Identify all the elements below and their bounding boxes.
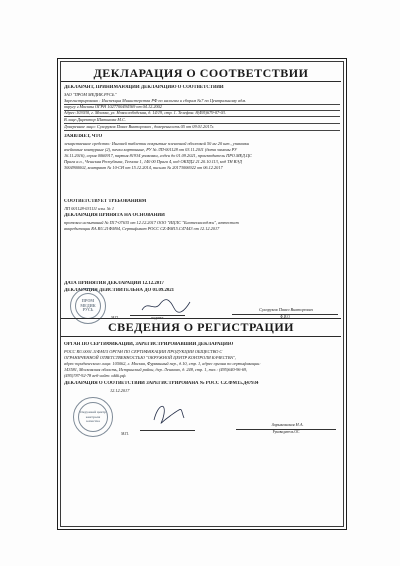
org-line: ОГРАНИЧЕННОЙ ОТВЕТСТВЕННОСТЬЮ "ОКРУЖНОЙ ЦЕНТР КОНТРОЛЯ КАЧЕСТВА", (64, 355, 236, 360)
registered-line: ДЕКЛАРАЦИЯ О СООТВЕТСТВИИ ЗАРЕГИСТРИРОВАНА № РОСС CZ.ФМ15.Д47934 (64, 381, 259, 386)
valid-until: ДЕКЛАРАЦИЯ ДЕЙСТВИТЕЛЬНА ДО 01.09.2021 (64, 288, 175, 293)
registered-date: 12.12.2017 (110, 388, 130, 393)
org-line: 143581, Московская область, Истринский район, дер. Лешково, д. 248, стр. 1, тел.: (495)640-96-69, (64, 367, 248, 372)
org-heading: ОРГАН ПО СЕРТИФИКАЦИИ, ЗАРЕГИСТРИРОВАВШИЙ ДЕКЛАРАЦИЮ (64, 342, 234, 347)
registrar-signature (148, 400, 188, 428)
claims-line: Прага а.о., Чешская Республика, Телчска 1, 140 00 Прага 4, код ОКПД2 21.20.10.113, код ТН ВЭД (64, 159, 242, 164)
declaration-title: ДЕКЛАРАЦИЯ О СООТВЕТСТВИИ (93, 66, 309, 80)
address-line: Адрес:103030, г. Москва, ул. Новослободская, д. 14/19, стр. 1. Телефон: 8(495)679-07-03. (64, 110, 340, 117)
signature-caption: подпись (151, 316, 164, 320)
basis-line: протокол испытаний № П17-07635 от 12.12.2017 ООО "ИЦЛС "Биотехнолоджи", аттестат (64, 220, 239, 225)
declarant-name: ЗАО "ПРОМ МЕДИК.РУСЬ" (64, 92, 117, 97)
basis-heading: ДЕКЛАРАЦИЯ ПРИНЯТА НА ОСНОВАНИИ (64, 213, 165, 218)
certification-stamp (73, 397, 113, 437)
org-line: РОСС RU.0001.11ФМ15 ОРГАН ПО СЕРТИФИКАЦИИ ПРОДУКЦИИ ОБЩЕСТВО С (64, 349, 223, 354)
stamp-text: ПРОМ МЕДИК РУСЬ (80, 298, 96, 313)
title-divider (61, 336, 341, 337)
org-line: адрес юридического лица: 105062, г. Москва, Фурманный пер., д.10, стр. 1, адрес органа по сертификации: (64, 361, 261, 366)
claims-heading: ЗАЯВЛЯЕТ, ЧТО (64, 134, 103, 139)
registration-line: округу г.Москвы ОГРН 1027700494369 от 04.12.2002 (64, 104, 340, 111)
declarant-heading: ДЕКЛАРАНТ, ПРИНИМАЮЩИЙ ДЕКЛАРАЦИЮ О СООТВЕТСТВИИ (64, 85, 224, 90)
declarant-signature (140, 298, 192, 314)
org-line: (495)787-92-78 веб-сайт: okkk.pф. (64, 373, 127, 378)
section-divider (61, 318, 341, 319)
fio-caption: Ф.И.О (280, 315, 290, 319)
registration-line: Зарегистрировано : Инспекция Министерства РФ по налогам и сборам №7 по Центральному адм. (64, 98, 340, 105)
head-name: Зарыковская Н.А. (271, 422, 304, 427)
head-caption: Руководитель ОС (272, 430, 300, 434)
mp-caption: М.П. (111, 316, 119, 320)
director-line: В лице:Директор Шатькова М.С. (64, 117, 340, 124)
title-divider (61, 81, 341, 82)
accepted-date: ДАТА ПРИНЯТИЯ ДЕКЛАРАЦИИ 12.12.2017 (64, 281, 164, 286)
requirements-line: ЛП 001128-031111 изм. № 1 (64, 206, 114, 211)
basis-line: аккредитации RA.RU.21ФМ04, Сертификат РОСС CZ.ФМ15.С47443 от 12.12.2017 (64, 226, 220, 231)
registration-title: СВЕДЕНИЯ О РЕГИСТРАЦИИ (107, 320, 295, 334)
signature-line (140, 430, 195, 431)
representative-line: Доверенное лицо: Сухоруков Павел Викторович , доверенность 05 от 09.01.2017г. (64, 124, 340, 131)
claims-line: 3004900002, контракт № 10-CH от 15.12.2014, письмо № 20173006922 от 06.12.2017 (64, 165, 223, 170)
signer-name: Сухоруков Павел Викторович (259, 307, 313, 312)
claims-line: ячейковые контурные (2), пачки картонные, РУ № ЛП-001128 от 03.11.2011 (дата замены РУ (64, 147, 237, 152)
stamp-text: Окружной центр контроля качества (80, 410, 106, 424)
mp-caption: М.П. (121, 432, 129, 436)
claims-line: лекарственное средство: Ингавей таблетки покрытые пленочной оболочкой 50 мг 20 шт., упаковки (64, 141, 250, 146)
requirements-heading: СООТВЕТСТВУЕТ ТРЕБОВАНИЯМ (64, 199, 147, 204)
claims-line: 16.11.2016), серия 0060917, партия 81934 упаковки, годен до 01.09.2021, производитель ПРО.МЕД.ЦС (64, 153, 252, 158)
